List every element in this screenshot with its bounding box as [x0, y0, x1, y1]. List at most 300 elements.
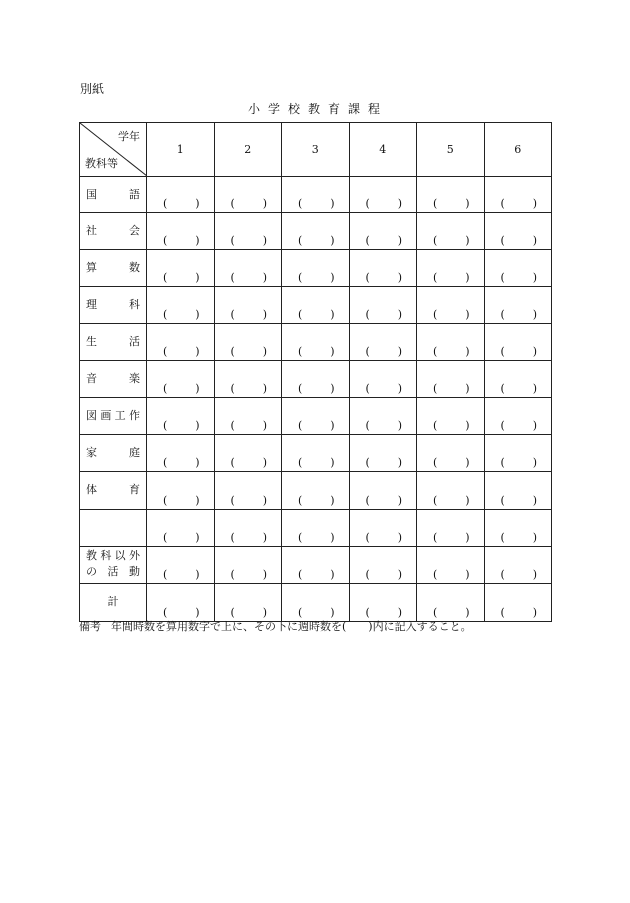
hours-entry-cell[interactable]	[282, 177, 350, 213]
remarks-label: 備考	[79, 620, 101, 633]
open-paren: (	[298, 494, 303, 507]
hours-entry-cell[interactable]	[417, 398, 485, 435]
hours-entry-cell[interactable]	[349, 510, 417, 547]
hours-entry-cell[interactable]	[417, 510, 485, 547]
hours-entry-cell[interactable]	[282, 213, 350, 250]
open-paren: (	[163, 531, 168, 544]
open-paren: (	[230, 308, 235, 321]
close-paren: )	[532, 456, 537, 469]
close-paren: )	[262, 531, 267, 544]
open-paren: (	[230, 568, 235, 581]
subject-row	[80, 584, 552, 622]
hours-entry-cell[interactable]	[417, 324, 485, 361]
open-paren: (	[298, 531, 303, 544]
close-paren: )	[330, 271, 335, 284]
weekly-hours-parentheses	[366, 419, 403, 432]
weekly-hours-parentheses	[433, 531, 470, 544]
close-paren: )	[195, 308, 200, 321]
hours-entry-cell[interactable]	[147, 213, 215, 250]
weekly-hours-parentheses	[501, 345, 538, 358]
subject-name-cell	[80, 398, 147, 435]
weekly-hours-parentheses	[366, 456, 403, 469]
subject-name: 庭	[129, 446, 140, 459]
close-paren: )	[397, 197, 402, 210]
open-paren: (	[163, 271, 168, 284]
hours-entry-cell[interactable]	[417, 213, 485, 250]
hours-entry-cell[interactable]	[349, 250, 417, 287]
weekly-hours-parentheses	[501, 494, 538, 507]
year-header-label: 学年	[118, 130, 140, 143]
close-paren: )	[195, 606, 200, 619]
hours-entry-cell[interactable]	[147, 250, 215, 287]
open-paren: (	[230, 606, 235, 619]
close-paren: )	[262, 271, 267, 284]
open-paren: (	[298, 419, 303, 432]
subject-name: 社	[86, 224, 97, 237]
hours-entry-cell[interactable]	[349, 177, 417, 213]
hours-entry-cell[interactable]	[214, 287, 282, 324]
subject-name: 計	[107, 595, 119, 608]
subject-name-cell	[80, 177, 147, 213]
subject-name: 生	[86, 335, 97, 348]
open-paren: (	[433, 271, 438, 284]
subject-name: 語	[129, 188, 140, 201]
weekly-hours-parentheses	[163, 271, 200, 284]
subject-header-label: 教科等	[85, 157, 118, 170]
open-paren: (	[230, 234, 235, 247]
close-paren: )	[330, 531, 335, 544]
weekly-hours-parentheses	[163, 197, 200, 210]
open-paren: (	[365, 606, 370, 619]
close-paren: )	[330, 345, 335, 358]
hours-entry-cell[interactable]	[214, 472, 282, 510]
close-paren: )	[195, 531, 200, 544]
weekly-hours-parentheses	[433, 271, 470, 284]
close-paren: )	[532, 606, 537, 619]
close-paren: )	[532, 234, 537, 247]
open-paren: (	[230, 271, 235, 284]
open-paren: (	[365, 308, 370, 321]
weekly-hours-parentheses	[366, 494, 403, 507]
weekly-hours-parentheses	[163, 234, 200, 247]
open-paren: (	[433, 456, 438, 469]
close-paren: )	[397, 345, 402, 358]
grade-header-3: 3	[282, 123, 350, 177]
hours-entry-cell[interactable]	[214, 250, 282, 287]
subject-name: 家	[86, 446, 97, 459]
open-paren: (	[365, 494, 370, 507]
weekly-hours-parentheses	[366, 197, 403, 210]
subject-name: 理	[86, 298, 97, 311]
subject-row	[80, 435, 552, 472]
weekly-hours-parentheses	[433, 419, 470, 432]
close-paren: )	[465, 531, 470, 544]
weekly-hours-parentheses	[298, 308, 335, 321]
weekly-hours-parentheses	[501, 419, 538, 432]
hours-entry-cell[interactable]	[282, 398, 350, 435]
hours-entry-cell[interactable]	[484, 361, 552, 398]
open-paren: (	[433, 494, 438, 507]
hours-entry-cell[interactable]	[214, 177, 282, 213]
hours-entry-cell[interactable]	[214, 398, 282, 435]
hours-entry-cell[interactable]	[484, 324, 552, 361]
weekly-hours-parentheses	[433, 568, 470, 581]
hours-entry-cell[interactable]	[484, 547, 552, 584]
hours-entry-cell[interactable]	[147, 287, 215, 324]
weekly-hours-parentheses	[298, 197, 335, 210]
open-paren: (	[500, 345, 505, 358]
weekly-hours-parentheses	[163, 494, 200, 507]
hours-entry-cell[interactable]	[349, 435, 417, 472]
grade-header-5: 5	[417, 123, 485, 177]
weekly-hours-parentheses	[366, 271, 403, 284]
hours-entry-cell[interactable]	[147, 584, 215, 622]
weekly-hours-parentheses	[298, 382, 335, 395]
subject-name: 科	[129, 298, 140, 311]
close-paren: )	[465, 234, 470, 247]
open-paren: (	[163, 456, 168, 469]
open-paren: (	[163, 234, 168, 247]
close-paren: )	[465, 271, 470, 284]
open-paren: (	[500, 308, 505, 321]
close-paren: )	[262, 606, 267, 619]
grade-header-1: 1	[147, 123, 215, 177]
close-paren: )	[195, 271, 200, 284]
close-paren: )	[330, 308, 335, 321]
close-paren: )	[397, 456, 402, 469]
weekly-hours-parentheses	[231, 308, 268, 321]
weekly-hours-parentheses	[366, 308, 403, 321]
hours-entry-cell[interactable]	[484, 213, 552, 250]
close-paren: )	[397, 271, 402, 284]
grade-header-2: 2	[214, 123, 282, 177]
document-title: 小学校教育課程	[247, 102, 388, 116]
subject-name: 算	[86, 261, 97, 274]
hours-entry-cell[interactable]	[147, 435, 215, 472]
hours-entry-cell[interactable]	[214, 510, 282, 547]
open-paren: (	[433, 308, 438, 321]
close-paren: )	[532, 419, 537, 432]
hours-entry-cell[interactable]	[484, 435, 552, 472]
close-paren: )	[195, 568, 200, 581]
weekly-hours-parentheses	[231, 494, 268, 507]
hours-entry-cell[interactable]	[349, 398, 417, 435]
curriculum-table	[79, 122, 552, 622]
hours-entry-cell[interactable]	[282, 287, 350, 324]
close-paren: )	[262, 345, 267, 358]
hours-entry-cell[interactable]	[484, 250, 552, 287]
hours-entry-cell[interactable]	[417, 547, 485, 584]
hours-entry-cell[interactable]	[417, 361, 485, 398]
subject-name-cell	[80, 361, 147, 398]
hours-entry-cell[interactable]	[484, 177, 552, 213]
weekly-hours-parentheses	[433, 345, 470, 358]
close-paren: )	[532, 568, 537, 581]
hours-entry-cell[interactable]	[282, 510, 350, 547]
weekly-hours-parentheses	[298, 419, 335, 432]
hours-entry-cell[interactable]	[349, 472, 417, 510]
close-paren: )	[532, 271, 537, 284]
open-paren: (	[298, 456, 303, 469]
close-paren: )	[465, 456, 470, 469]
hours-entry-cell[interactable]	[417, 584, 485, 622]
close-paren: )	[397, 531, 402, 544]
subject-name: 会	[129, 224, 140, 237]
open-paren: (	[298, 345, 303, 358]
open-paren: (	[163, 197, 168, 210]
subject-name-cell	[80, 510, 147, 547]
hours-entry-cell[interactable]	[147, 361, 215, 398]
weekly-hours-parentheses	[433, 494, 470, 507]
subject-name: 体	[86, 483, 97, 496]
open-paren: (	[500, 197, 505, 210]
weekly-hours-parentheses	[501, 197, 538, 210]
subject-name: 育	[129, 483, 140, 496]
subject-name: 図画工作	[86, 409, 140, 422]
open-paren: (	[298, 308, 303, 321]
open-paren: (	[163, 382, 168, 395]
hours-entry-cell[interactable]	[214, 435, 282, 472]
close-paren: )	[532, 308, 537, 321]
weekly-hours-parentheses	[433, 456, 470, 469]
hours-entry-cell[interactable]	[282, 435, 350, 472]
weekly-hours-parentheses	[298, 271, 335, 284]
subject-name: 音	[86, 372, 97, 385]
close-paren: )	[195, 197, 200, 210]
subject-name-cell	[80, 584, 147, 622]
open-paren: (	[365, 382, 370, 395]
close-paren: )	[397, 234, 402, 247]
weekly-hours-parentheses	[231, 271, 268, 284]
close-paren: )	[465, 197, 470, 210]
close-paren: )	[465, 382, 470, 395]
subject-row	[80, 361, 552, 398]
hours-entry-cell[interactable]	[349, 547, 417, 584]
subject-name-cell	[80, 250, 147, 287]
open-paren: (	[433, 382, 438, 395]
attachment-label: 別紙	[80, 82, 105, 96]
hours-entry-cell[interactable]	[417, 250, 485, 287]
subject-row	[80, 177, 552, 213]
hours-entry-cell[interactable]	[214, 584, 282, 622]
close-paren: )	[262, 382, 267, 395]
weekly-hours-parentheses	[298, 234, 335, 247]
close-paren: )	[397, 606, 402, 619]
close-paren: )	[532, 197, 537, 210]
open-paren: (	[433, 234, 438, 247]
subject-name: の活動	[86, 565, 140, 578]
close-paren: )	[195, 234, 200, 247]
close-paren: )	[532, 382, 537, 395]
open-paren: (	[500, 419, 505, 432]
open-paren: (	[365, 234, 370, 247]
hours-entry-cell[interactable]	[147, 510, 215, 547]
weekly-hours-parentheses	[433, 308, 470, 321]
close-paren: )	[195, 419, 200, 432]
hours-entry-cell[interactable]	[484, 510, 552, 547]
open-paren: (	[163, 308, 168, 321]
hours-entry-cell[interactable]	[147, 177, 215, 213]
open-paren: (	[298, 568, 303, 581]
open-paren: (	[365, 456, 370, 469]
open-paren: (	[365, 197, 370, 210]
hours-entry-cell[interactable]	[147, 547, 215, 584]
open-paren: (	[433, 606, 438, 619]
weekly-hours-parentheses	[298, 494, 335, 507]
subject-row	[80, 324, 552, 361]
corner-header	[80, 123, 147, 177]
subject-name-cell	[80, 324, 147, 361]
weekly-hours-parentheses	[231, 419, 268, 432]
hours-entry-cell[interactable]	[484, 398, 552, 435]
open-paren: (	[230, 345, 235, 358]
weekly-hours-parentheses	[231, 345, 268, 358]
remarks-note	[79, 618, 472, 634]
close-paren: )	[397, 419, 402, 432]
hours-entry-cell[interactable]	[349, 213, 417, 250]
hours-entry-cell[interactable]	[147, 398, 215, 435]
weekly-hours-parentheses	[501, 382, 538, 395]
open-paren: (	[230, 531, 235, 544]
open-paren: (	[298, 606, 303, 619]
hours-entry-cell[interactable]	[282, 547, 350, 584]
close-paren: )	[262, 197, 267, 210]
subject-name-cell	[80, 472, 147, 510]
open-paren: (	[365, 419, 370, 432]
hours-entry-cell[interactable]	[282, 584, 350, 622]
weekly-hours-parentheses	[231, 197, 268, 210]
close-paren: )	[262, 494, 267, 507]
close-paren: )	[262, 234, 267, 247]
hours-entry-cell[interactable]	[484, 472, 552, 510]
hours-entry-cell[interactable]	[349, 361, 417, 398]
weekly-hours-parentheses	[366, 531, 403, 544]
weekly-hours-parentheses	[163, 308, 200, 321]
hours-entry-cell[interactable]	[417, 472, 485, 510]
hours-entry-cell[interactable]	[282, 472, 350, 510]
weekly-hours-parentheses	[163, 345, 200, 358]
open-paren: (	[500, 382, 505, 395]
open-paren: (	[433, 197, 438, 210]
weekly-hours-parentheses	[433, 197, 470, 210]
hours-entry-cell[interactable]	[349, 324, 417, 361]
subject-name: 国	[86, 188, 97, 201]
hours-entry-cell[interactable]	[214, 361, 282, 398]
open-paren: (	[500, 568, 505, 581]
weekly-hours-parentheses	[163, 531, 200, 544]
hours-entry-cell[interactable]	[484, 584, 552, 622]
weekly-hours-parentheses	[433, 234, 470, 247]
hours-entry-cell[interactable]	[282, 361, 350, 398]
weekly-hours-parentheses	[501, 531, 538, 544]
subject-name: 数	[129, 261, 140, 274]
weekly-hours-parentheses	[501, 271, 538, 284]
weekly-hours-parentheses	[163, 568, 200, 581]
close-paren: )	[262, 308, 267, 321]
hours-entry-cell[interactable]	[214, 213, 282, 250]
open-paren: (	[230, 456, 235, 469]
hours-entry-cell[interactable]	[349, 287, 417, 324]
open-paren: (	[365, 531, 370, 544]
close-paren: )	[330, 568, 335, 581]
close-paren: )	[465, 419, 470, 432]
subject-row	[80, 213, 552, 250]
close-paren: )	[465, 308, 470, 321]
open-paren: (	[230, 494, 235, 507]
close-paren: )	[465, 494, 470, 507]
hours-entry-cell[interactable]	[147, 472, 215, 510]
subject-name: 活	[129, 335, 140, 348]
weekly-hours-parentheses	[231, 382, 268, 395]
open-paren: (	[298, 197, 303, 210]
open-paren: (	[365, 568, 370, 581]
weekly-hours-parentheses	[501, 234, 538, 247]
subject-row	[80, 250, 552, 287]
hours-entry-cell[interactable]	[417, 435, 485, 472]
close-paren: )	[262, 456, 267, 469]
open-paren: (	[500, 234, 505, 247]
close-paren: )	[330, 234, 335, 247]
hours-entry-cell[interactable]	[417, 287, 485, 324]
hours-entry-cell[interactable]	[282, 250, 350, 287]
weekly-hours-parentheses	[231, 456, 268, 469]
weekly-hours-parentheses	[501, 606, 538, 619]
open-paren: (	[500, 531, 505, 544]
close-paren: )	[195, 345, 200, 358]
close-paren: )	[465, 345, 470, 358]
weekly-hours-parentheses	[298, 456, 335, 469]
close-paren: )	[330, 494, 335, 507]
weekly-hours-parentheses	[366, 568, 403, 581]
close-paren: )	[330, 197, 335, 210]
hours-entry-cell[interactable]	[147, 324, 215, 361]
open-paren: (	[230, 197, 235, 210]
open-paren: (	[298, 234, 303, 247]
grade-header-4: 4	[349, 123, 417, 177]
weekly-hours-parentheses	[163, 456, 200, 469]
hours-entry-cell[interactable]	[214, 324, 282, 361]
hours-entry-cell[interactable]	[214, 547, 282, 584]
header-row	[80, 123, 552, 177]
weekly-hours-parentheses	[501, 308, 538, 321]
close-paren: )	[397, 568, 402, 581]
open-paren: (	[433, 419, 438, 432]
weekly-hours-parentheses	[366, 234, 403, 247]
open-paren: (	[500, 606, 505, 619]
close-paren: )	[397, 382, 402, 395]
weekly-hours-parentheses	[298, 568, 335, 581]
weekly-hours-parentheses	[231, 234, 268, 247]
subject-row	[80, 472, 552, 510]
open-paren: (	[163, 568, 168, 581]
weekly-hours-parentheses	[163, 382, 200, 395]
weekly-hours-parentheses	[298, 345, 335, 358]
close-paren: )	[532, 494, 537, 507]
remarks-text: 年間時数を算用数字で上に、その下に週時数を( )内に記入すること。	[111, 620, 472, 633]
close-paren: )	[262, 568, 267, 581]
hours-entry-cell[interactable]	[349, 584, 417, 622]
weekly-hours-parentheses	[163, 419, 200, 432]
close-paren: )	[532, 345, 537, 358]
weekly-hours-parentheses	[433, 382, 470, 395]
subject-name-cell	[80, 435, 147, 472]
subject-row	[80, 547, 552, 584]
open-paren: (	[298, 271, 303, 284]
hours-entry-cell[interactable]	[282, 324, 350, 361]
open-paren: (	[298, 382, 303, 395]
hours-entry-cell[interactable]	[484, 287, 552, 324]
hours-entry-cell[interactable]	[417, 177, 485, 213]
